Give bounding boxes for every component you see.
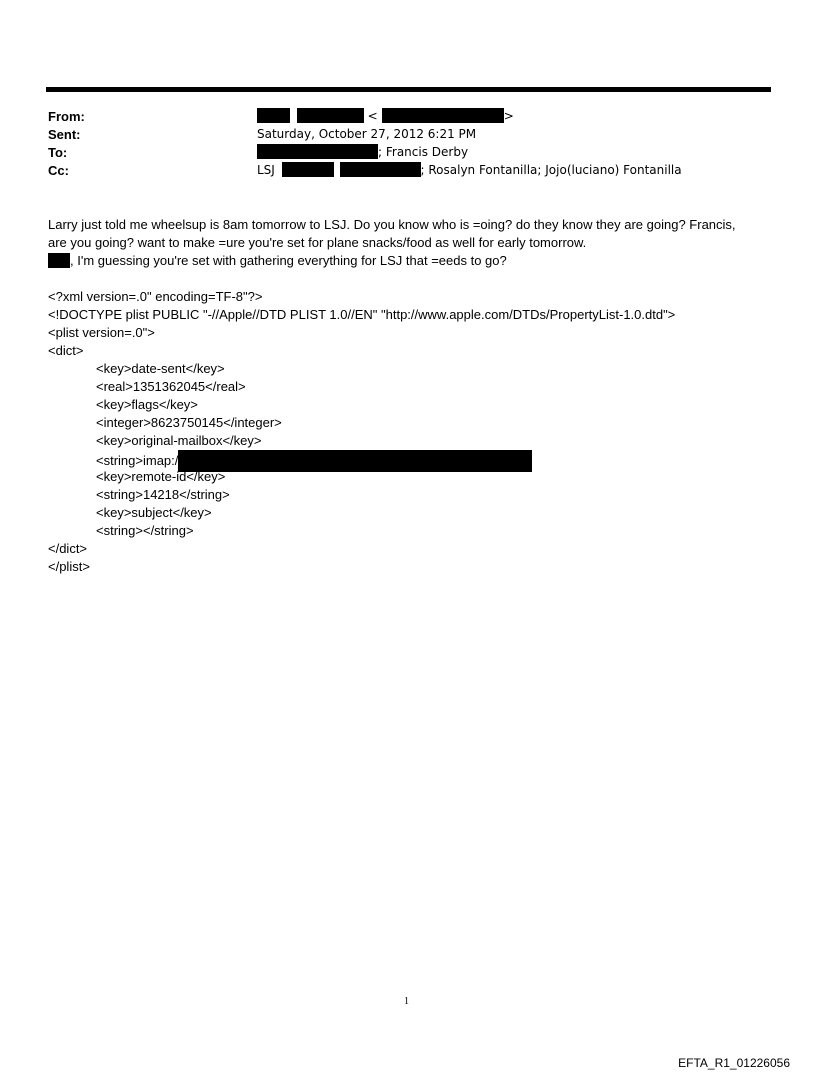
redaction [257, 108, 290, 123]
xml-plist-open: <plist version=.0"> [48, 325, 155, 340]
message-line-3-text: , I'm guessing you're set with gathering everything for LSJ that =eeds to go? [70, 253, 507, 268]
to-label: To: [48, 145, 68, 160]
xml-key-subject: <key>subject</key> [96, 505, 212, 520]
xml-key-original-mailbox: <key>original-mailbox</key> [96, 433, 262, 448]
redaction [48, 253, 70, 268]
xml-key-date-sent: <key>date-sent</key> [96, 361, 225, 376]
xml-value-integer: <integer>8623750145</integer> [96, 415, 282, 430]
message-line-3 [48, 252, 507, 270]
redaction [382, 108, 504, 123]
xml-value-real: <real>1351362045</real> [96, 379, 246, 394]
xml-doctype: <!DOCTYPE plist PUBLIC "-//Apple//DTD PLIST 1.0//EN" "http://www.apple.com/DTDs/PropertyList-1.0.dtd"> [48, 307, 676, 322]
to-value-tail: ; Francis Derby [378, 145, 469, 159]
redaction [178, 450, 532, 472]
header-rule [46, 87, 771, 92]
from-open-bracket: < [367, 109, 378, 123]
sent-label: Sent: [48, 127, 81, 142]
cc-value-head: LSJ [257, 163, 275, 177]
from-label: From: [48, 109, 85, 124]
sent-value: Saturday, October 27, 2012 6:21 PM [257, 127, 477, 141]
from-close-bracket: > [503, 109, 514, 123]
xml-value-subject: <string></string> [96, 523, 194, 538]
bates-number: EFTA_R1_01226056 [678, 1056, 790, 1070]
xml-plist-close: </plist> [48, 559, 90, 574]
xml-value-remote-id: <string>14218</string> [96, 487, 230, 502]
xml-value-imap-text: <string>imap:/ [96, 453, 179, 468]
cc-value-tail: ; Rosalyn Fontanilla; Jojo(luciano) Fontanilla [420, 163, 682, 177]
xml-key-remote-id: <key>remote-id</key> [96, 469, 226, 484]
cc-label: Cc: [48, 163, 69, 178]
redaction [297, 108, 364, 123]
page-number: 1 [404, 996, 409, 1007]
xml-dict-open: <dict> [48, 343, 84, 358]
redaction [340, 162, 421, 177]
xml-dict-close: </dict> [48, 541, 88, 556]
message-line-1: Larry just told me wheelsup is 8am tomorrow to LSJ. Do you know who is =oing? do they know they are going? Francis, [48, 217, 736, 232]
to-value [257, 144, 468, 161]
message-line-2: are you going? want to make =ure you're set for plane snacks/food as well for early tomorrow. [48, 235, 587, 250]
from-value [257, 108, 514, 125]
redaction [257, 144, 378, 159]
xml-key-flags: <key>flags</key> [96, 397, 198, 412]
cc-value [257, 162, 682, 179]
redaction [282, 162, 334, 177]
xml-declaration: <?xml version=.0" encoding=TF-8"?> [48, 289, 263, 304]
